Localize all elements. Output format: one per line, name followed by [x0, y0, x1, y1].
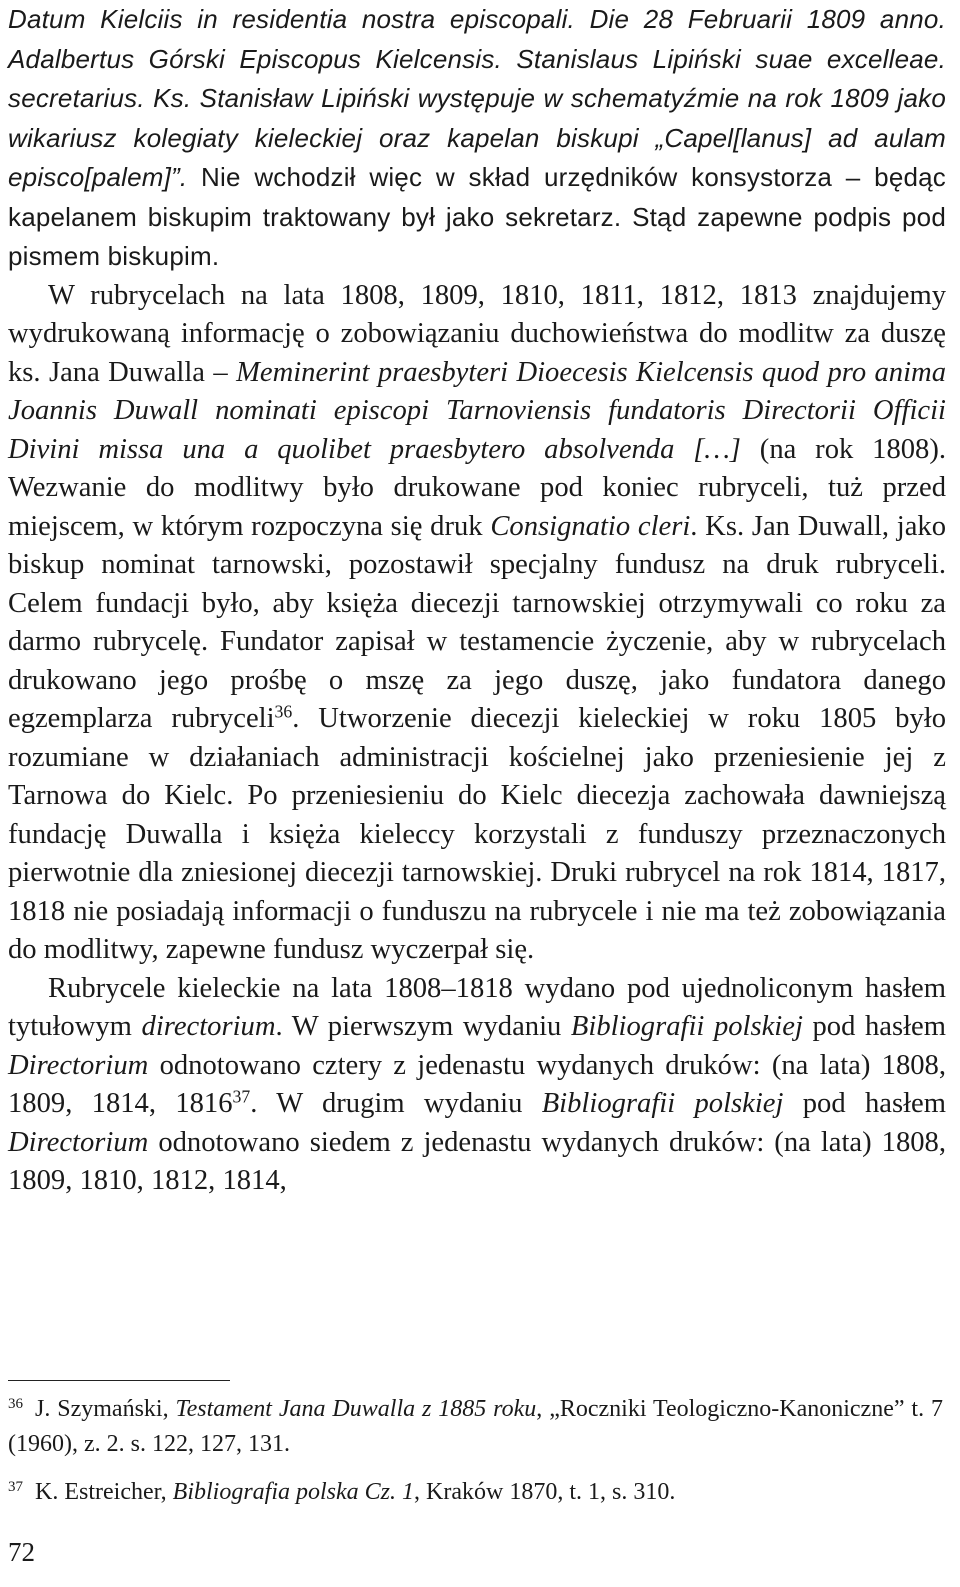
paragraph-3	[8, 970, 946, 1201]
footnote-text: , „Roczniki Teologiczno-Kanoniczne” t. 7 (1960), z. 2. s. 122, 127, 131.	[8, 1396, 943, 1457]
paragraph-3-italic-5: Directorium	[8, 1126, 149, 1158]
footnote-text: J. Szymański,	[35, 1396, 176, 1422]
paragraph-3-text-6: pod hasłem	[783, 1088, 946, 1119]
footnote-divider	[8, 1380, 230, 1381]
paragraph-3-text-5: . W drugim wydaniu	[250, 1088, 542, 1119]
paragraph-3-text-2: . W pierwszym wydaniu	[275, 1011, 571, 1042]
paragraph-3-italic-3: Directorium	[8, 1049, 149, 1081]
footnote-italic-title: Testament Jana Duwalla z 1885 roku	[175, 1396, 537, 1422]
paragraph-1	[8, 0, 946, 277]
paragraph-2-italic-consignatio: Consignatio cleri	[490, 510, 691, 542]
footnotes	[8, 1392, 943, 1524]
footnote-italic-title: Bibliografia polska Cz. 1	[172, 1479, 415, 1505]
footnote-37	[8, 1475, 943, 1510]
paragraph-2-text-3: . Ks. Jan Duwall, jako biskup nominat tarnowski, pozostawił specjalny fundusz na druk rubryceli. Celem fundacji było, aby księża diecezji tarnowskiej otrzymywali co roku za darmo rubrycelę. Fundator zapisał w testamencie życzenie, aby w rubrycelach drukowano jego prośbę o mszę za jego duszę, jako fundatora danego egzemplarza rubryceli	[8, 510, 946, 734]
quoted-document-text: Datum Kielciis in residentia nostra episcopali. Die 28 Februarii 1809 anno. Adalbertus Górski Episcopus Kielcensis. Stanislaus Lipiński suae excelleae. secretarius. Ks. Stanisław Lipiński występuje w schematyźmie na rok 1809 jako wikariusz kolegiaty kieleckiej oraz kapelan biskupi „Capel[lanus] ad aulam episco[palem]”.	[8, 4, 946, 192]
footnote-ref-37[interactable]: 37	[232, 1086, 251, 1107]
paragraph-3-italic-4: Bibliografii polskiej	[541, 1088, 784, 1119]
paragraph-3-text-4: odnotowano cztery z jedenastu wydanych druków: (na lata) 1808, 1809, 1814, 1816	[8, 1049, 946, 1119]
footnote-36	[8, 1392, 943, 1461]
paragraph-3-italic-2: Bibliografii polskiej	[570, 1011, 803, 1042]
paragraph-2-latin-quote: Meminerint praesbyteri Dioecesis Kielcensis quod pro anima Joannis Duwall nominati episcopi Tarnoviensis fundatoris Directorii Officii Divini missa una a quolibet praesbytero absolvenda […]	[8, 356, 946, 465]
body-text	[8, 0, 946, 1201]
document-page	[8, 0, 946, 1201]
footnote-text: , Kraków 1870, t. 1, s. 310.	[414, 1479, 676, 1505]
paragraph-2-text-4: . Utworzenie diecezji kieleckiej w roku 1805 było rozumiane w działaniach administracji kościelnej jako przeniesienie jej z Tarnowa do Kielc. Po przeniesieniu do Kielc diecezja zachowała dawniejszą fundację Duwalla i księża kieleccy korzystali z funduszy przeznaczonych pierwotnie dla zniesionej diecezji tarnowskiej. Druki rubrycel na rok 1814, 1817, 1818 nie posiadają informacji o funduszu na rubrycele i nie ma też zobowiązania do modlitwy, zapewne fundusz wyczerpał się.	[8, 703, 946, 965]
paragraph-3-text-3: pod hasłem	[802, 1011, 946, 1042]
paragraph-3-italic-1: directorium	[141, 1011, 276, 1042]
paragraph-3-text-7: odnotowano siedem z jedenastu wydanych druków: (na lata) 1808, 1809, 1810, 1812, 1814,	[8, 1126, 946, 1196]
page-number: 72	[8, 1537, 35, 1567]
footnote-ref-36[interactable]: 36	[274, 701, 293, 722]
paragraph-2-text-2: (na rok 1808). Wezwanie do modlitwy było drukowane pod koniec rubryceli, tuż przed miejscem, w którym rozpoczyna się druk	[8, 433, 947, 542]
footnote-number: 36	[8, 1395, 23, 1412]
paragraph-2	[8, 277, 946, 970]
paragraph-2-text-1: W rubrycelach na lata 1808, 1809, 1810, 1811, 1812, 1813 znajdujemy wydrukowaną informację o zobowiązaniu duchowieństwa do modlitw za duszę ks. Jana Duwalla –	[8, 279, 946, 388]
paragraph-3-text-1: Rubrycele kieleckie na lata 1808–1818 wydano pod ujednoliconym hasłem tytułowym	[8, 972, 946, 1042]
footnote-text: K. Estreicher,	[35, 1479, 173, 1505]
paragraph-1-text: Nie wchodził więc w skład urzędników konsystorza – będąc kapelanem biskupim traktowany był jako sekretarz. Stąd zapewne podpis pod pismem biskupim.	[8, 162, 946, 271]
footnote-number: 37	[8, 1478, 23, 1495]
